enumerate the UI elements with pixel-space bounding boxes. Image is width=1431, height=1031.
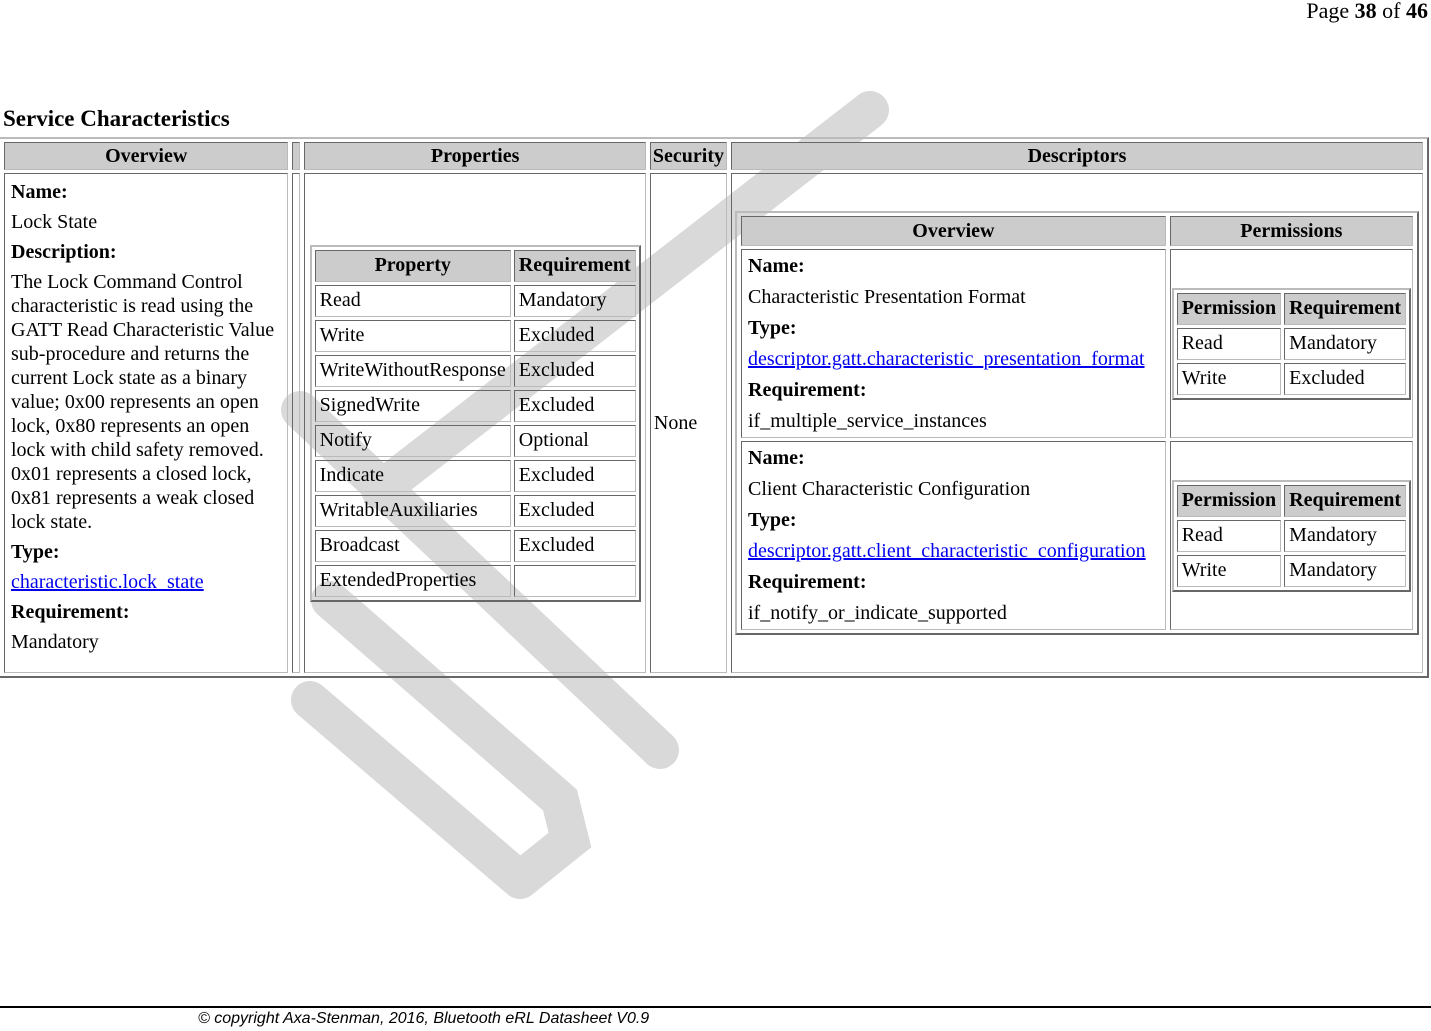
property-requirement: Optional (514, 425, 636, 457)
requirement-header: Requirement (1284, 293, 1406, 325)
permission-name: Read (1177, 328, 1281, 360)
requirement-header: Requirement (1284, 485, 1406, 517)
property-requirement: Excluded (514, 355, 636, 387)
property-requirement: Excluded (514, 495, 636, 527)
security-value: None (650, 173, 727, 673)
property-name: Notify (315, 425, 511, 457)
col-spacer (292, 142, 300, 170)
property-name: Broadcast (315, 530, 511, 562)
footer-divider (0, 1006, 1431, 1008)
table-row (315, 320, 636, 352)
table-row (315, 565, 636, 597)
property-requirement: Excluded (514, 530, 636, 562)
requirement-header: Requirement (514, 250, 636, 282)
table-row (315, 355, 636, 387)
descriptor-type-link[interactable]: descriptor.gatt.client_characteristic_configuration (748, 540, 1146, 562)
service-characteristics-table (0, 137, 1431, 678)
table-row (315, 390, 636, 422)
permission-requirement: Mandatory (1284, 555, 1406, 587)
property-requirement: Excluded (514, 460, 636, 492)
type-label: Type: (748, 317, 797, 339)
col-spacer-cell (292, 173, 300, 673)
descriptors-table (735, 211, 1419, 635)
descriptor-permissions (1170, 441, 1413, 630)
descriptor-type-link[interactable]: descriptor.gatt.characteristic_presentation_format (748, 348, 1145, 370)
footer-copyright: © copyright Axa-Stenman, 2016, Bluetooth eRL Datasheet V0.9 (198, 1010, 650, 1027)
permission-requirement: Excluded (1284, 363, 1406, 395)
col-header-overview: Overview (4, 142, 288, 170)
permission-requirement: Mandatory (1284, 328, 1406, 360)
table-row (315, 285, 636, 317)
name-label: Name: (748, 447, 805, 469)
descriptor-row (741, 441, 1413, 630)
descriptor-row (741, 249, 1413, 438)
characteristic-description: The Lock Command Control characteristic is read using the GATT Read Characteristic Value sub-procedure and returns the current Lock state as a binary value; 0x00 represents an open lock, 0x80 represents an open lock with child safety removed. 0x01 represents a closed lock, 0x81 represents a weak closed lock state. (11, 271, 275, 533)
col-header-descriptors: Descriptors (731, 142, 1423, 170)
section-title: Service Characteristics (3, 106, 230, 131)
requirement-label: Requirement: (748, 571, 867, 593)
property-name: Indicate (315, 460, 511, 492)
permission-header: Permission (1177, 485, 1281, 517)
permissions-table (1172, 480, 1411, 592)
table-row (315, 460, 636, 492)
permission-name: Read (1177, 520, 1281, 552)
permissions-table (1172, 288, 1411, 400)
characteristic-overview (4, 173, 288, 673)
table-row (315, 425, 636, 457)
permission-name: Write (1177, 555, 1281, 587)
property-header: Property (315, 250, 511, 282)
type-label: Type: (748, 509, 797, 531)
permission-header: Permission (1177, 293, 1281, 325)
description-label: Description: (11, 241, 117, 263)
property-requirement: Excluded (514, 320, 636, 352)
col-header-security: Security (650, 142, 727, 170)
permission-name: Write (1177, 363, 1281, 395)
table-row (1177, 555, 1406, 587)
characteristic-requirement: Mandatory (11, 631, 99, 653)
permission-requirement: Mandatory (1284, 520, 1406, 552)
descriptor-overview (741, 249, 1166, 438)
property-name: WritableAuxiliaries (315, 495, 511, 527)
property-name: ExtendedProperties (315, 565, 511, 597)
characteristic-name: Lock State (11, 211, 98, 233)
descriptor-name: Characteristic Presentation Format (748, 286, 1026, 308)
characteristic-type-link[interactable]: characteristic.lock_state (11, 571, 204, 593)
table-row (315, 530, 636, 562)
property-name: Read (315, 285, 511, 317)
descriptor-requirement: if_multiple_service_instances (748, 410, 987, 432)
descriptor-overview (741, 441, 1166, 630)
descriptor-overview-header: Overview (741, 216, 1166, 246)
table-row (1177, 363, 1406, 395)
col-header-properties: Properties (304, 142, 645, 170)
table-row (1177, 520, 1406, 552)
descriptor-name: Client Characteristic Configuration (748, 478, 1031, 500)
name-label: Name: (748, 255, 805, 277)
properties-cell (304, 173, 645, 673)
property-name: WriteWithoutResponse (315, 355, 511, 387)
page-number: Page 38 of 46 (1306, 0, 1428, 23)
requirement-label: Requirement: (11, 601, 130, 623)
table-row (315, 495, 636, 527)
requirement-label: Requirement: (748, 379, 867, 401)
name-label: Name: (11, 181, 68, 203)
descriptor-requirement: if_notify_or_indicate_supported (748, 602, 1007, 624)
property-name: Write (315, 320, 511, 352)
descriptor-permissions-header: Permissions (1170, 216, 1413, 246)
property-requirement: Excluded (514, 390, 636, 422)
descriptors-cell (731, 173, 1423, 673)
table-row (1177, 328, 1406, 360)
type-label: Type: (11, 541, 60, 563)
property-requirement (514, 565, 636, 597)
property-name: SignedWrite (315, 390, 511, 422)
property-requirement: Mandatory (514, 285, 636, 317)
descriptor-permissions (1170, 249, 1413, 438)
properties-table (310, 245, 641, 602)
